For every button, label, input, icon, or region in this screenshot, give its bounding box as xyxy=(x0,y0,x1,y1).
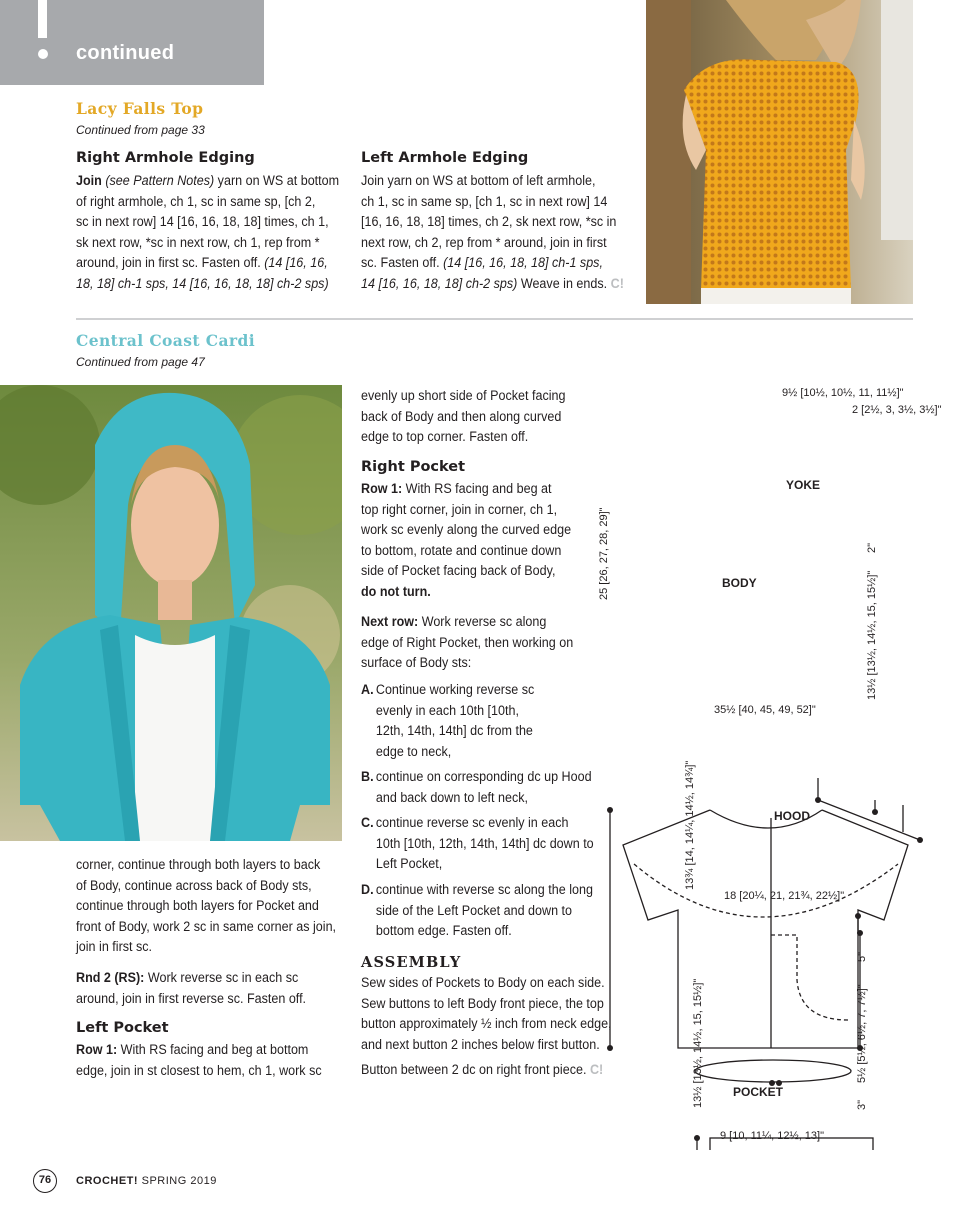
side-lower-dimension: 13½ [13½, 14½, 15, 15½]" xyxy=(866,570,878,700)
yoke-label: YOKE xyxy=(786,478,821,492)
pocket-top-dimension: 5" xyxy=(856,951,868,962)
pocket-label: POCKET xyxy=(733,1085,784,1099)
cardi-mid-top-text: evenly up short side of Pocket facing back of Body and then along curved edge to top corner. Fasten off. xyxy=(361,388,566,445)
side-upper-dimension: 2" xyxy=(866,542,878,553)
bust-dimension: 35½ [40, 45, 49, 52]" xyxy=(714,704,816,716)
assembly-last-line: Button between 2 dc on right front piece. C! xyxy=(361,1062,604,1077)
pocket-bottom-dimension: 3" xyxy=(856,1099,868,1110)
left-armhole-text: Join yarn on WS at bottom of left armhole, ch 1, sc in same sp, [ch 1, sc in next row] 14 [16, 16, 18, 18] times, ch 2, sk next row, *sc in next row, ch 2, rep from * around, join in first sc. Fasten off. (14 [16, 16, 18, 18] ch-1 sps, 14 [16, 16, 18, 18] ch-2 sps) Weave in ends. C! xyxy=(361,173,624,291)
lacy-top-photo xyxy=(646,0,913,304)
right-pocket-text: Row 1: With RS facing and beg at top right corner, join in corner, ch 1, work sc evenly along the curved edge to bottom, rotate and continue down side of Pocket facing back of Body, do not turn. xyxy=(361,481,572,599)
right-armhole-text: Join (see Pattern Notes) yarn on WS at bottom of right armhole, ch 1, sc in same sp, [ch 2, sc in next row] 14 [16, 16, 18, 18] times, ch 1, sk next row, *sc in next row, ch 1, rep from * around, join in first sc. Fasten off. (14 [16, 16, 18, 18] ch-1 sps, 14 [16, 16, 18, 18] ch-2 sps) xyxy=(76,173,340,291)
step-d: D. continue with reverse sc along the long side of the Left Pocket and down to bottom edge. Fasten off. xyxy=(361,882,593,939)
step-c: C. continue reverse sc evenly in each 10th [10th, 12th, 14th, 14th] dc down to Left Pocket, xyxy=(361,815,594,872)
pocket-height-dimension: 13½ [13½, 14½, 15, 15½]" xyxy=(692,978,704,1108)
cardi-continued: Continued from page 47 xyxy=(76,355,205,369)
step-a: A. Continue working reverse sc evenly in each 10th [10th, 12th, 14th, 14th] dc from the edge to neck, xyxy=(361,682,535,759)
left-pocket-heading: Left Pocket xyxy=(76,1020,169,1036)
rnd2-text: Rnd 2 (RS): Work reverse sc in each sc around, join in first reverse sc. Fasten off. xyxy=(76,970,307,1006)
tab-label: continued xyxy=(76,42,175,64)
left-pocket-text: Row 1: With RS facing and beg at bottom edge, join in st closest to hem, ch 1, work sc xyxy=(76,1042,322,1078)
lacy-title: Lacy Falls Top xyxy=(76,99,204,118)
next-row-text: Next row: Work reverse sc along edge of Right Pocket, then working on surface of Body sts: xyxy=(361,614,574,671)
hood-height-dimension: 13¾ [14, 14¼, 14½, 14¾]" xyxy=(684,760,696,890)
hood-width-dimension: 18 [20¼, 21, 21¾, 22½]" xyxy=(724,890,845,902)
cardi-photo xyxy=(0,385,342,841)
shoulder-dimension: 9½ [10½, 10½, 11, 11½]" xyxy=(782,387,904,399)
right-armhole-heading: Right Armhole Edging xyxy=(76,150,255,166)
magazine-name: CROCHET! xyxy=(76,1175,139,1187)
cardi-left-text: corner, continue through both layers to back of Body, continue across back of Body sts, continue through both layers for Pocket and front of Body, work 2 sc in same corner as join, join in first sc. xyxy=(76,857,337,955)
pocket-width-dimension: 9 [10, 11¼, 12½, 13]" xyxy=(720,1130,825,1142)
right-pocket-heading: Right Pocket xyxy=(361,459,466,475)
page-number: 76 xyxy=(33,1169,57,1193)
lacy-continued: Continued from page 33 xyxy=(76,123,205,137)
section-divider xyxy=(76,318,913,320)
assembly-heading: ASSEMBLY xyxy=(361,954,462,971)
body-label: BODY xyxy=(722,576,757,590)
length-dimension: 25 [26, 27, 28, 29]" xyxy=(598,507,610,600)
neck-drop-dimension: 2 [2½, 3, 3½, 3½]" xyxy=(852,404,942,416)
footer-credit xyxy=(76,1175,217,1187)
pocket-mid-dimension: 5½ [5½, 6½, 7, 7½]" xyxy=(856,984,868,1083)
step-b: B. continue on corresponding dc up Hood and back down to left neck, xyxy=(361,769,592,805)
cardi-title: Central Coast Cardi xyxy=(76,331,255,350)
exclamation-icon xyxy=(38,0,47,38)
exclamation-dot-icon xyxy=(38,49,48,59)
assembly-text: Sew sides of Pockets to Body on each side. Sew buttons to left Body front piece, the top button approximately ½ inch from neck edge, and next button 2 inches below first button. xyxy=(361,975,612,1052)
schematic-diagram xyxy=(590,380,965,1150)
section-tab xyxy=(0,0,264,85)
issue-label: SPRING 2019 xyxy=(141,1175,217,1187)
left-armhole-heading: Left Armhole Edging xyxy=(361,150,529,166)
hood-label: HOOD xyxy=(774,809,810,823)
